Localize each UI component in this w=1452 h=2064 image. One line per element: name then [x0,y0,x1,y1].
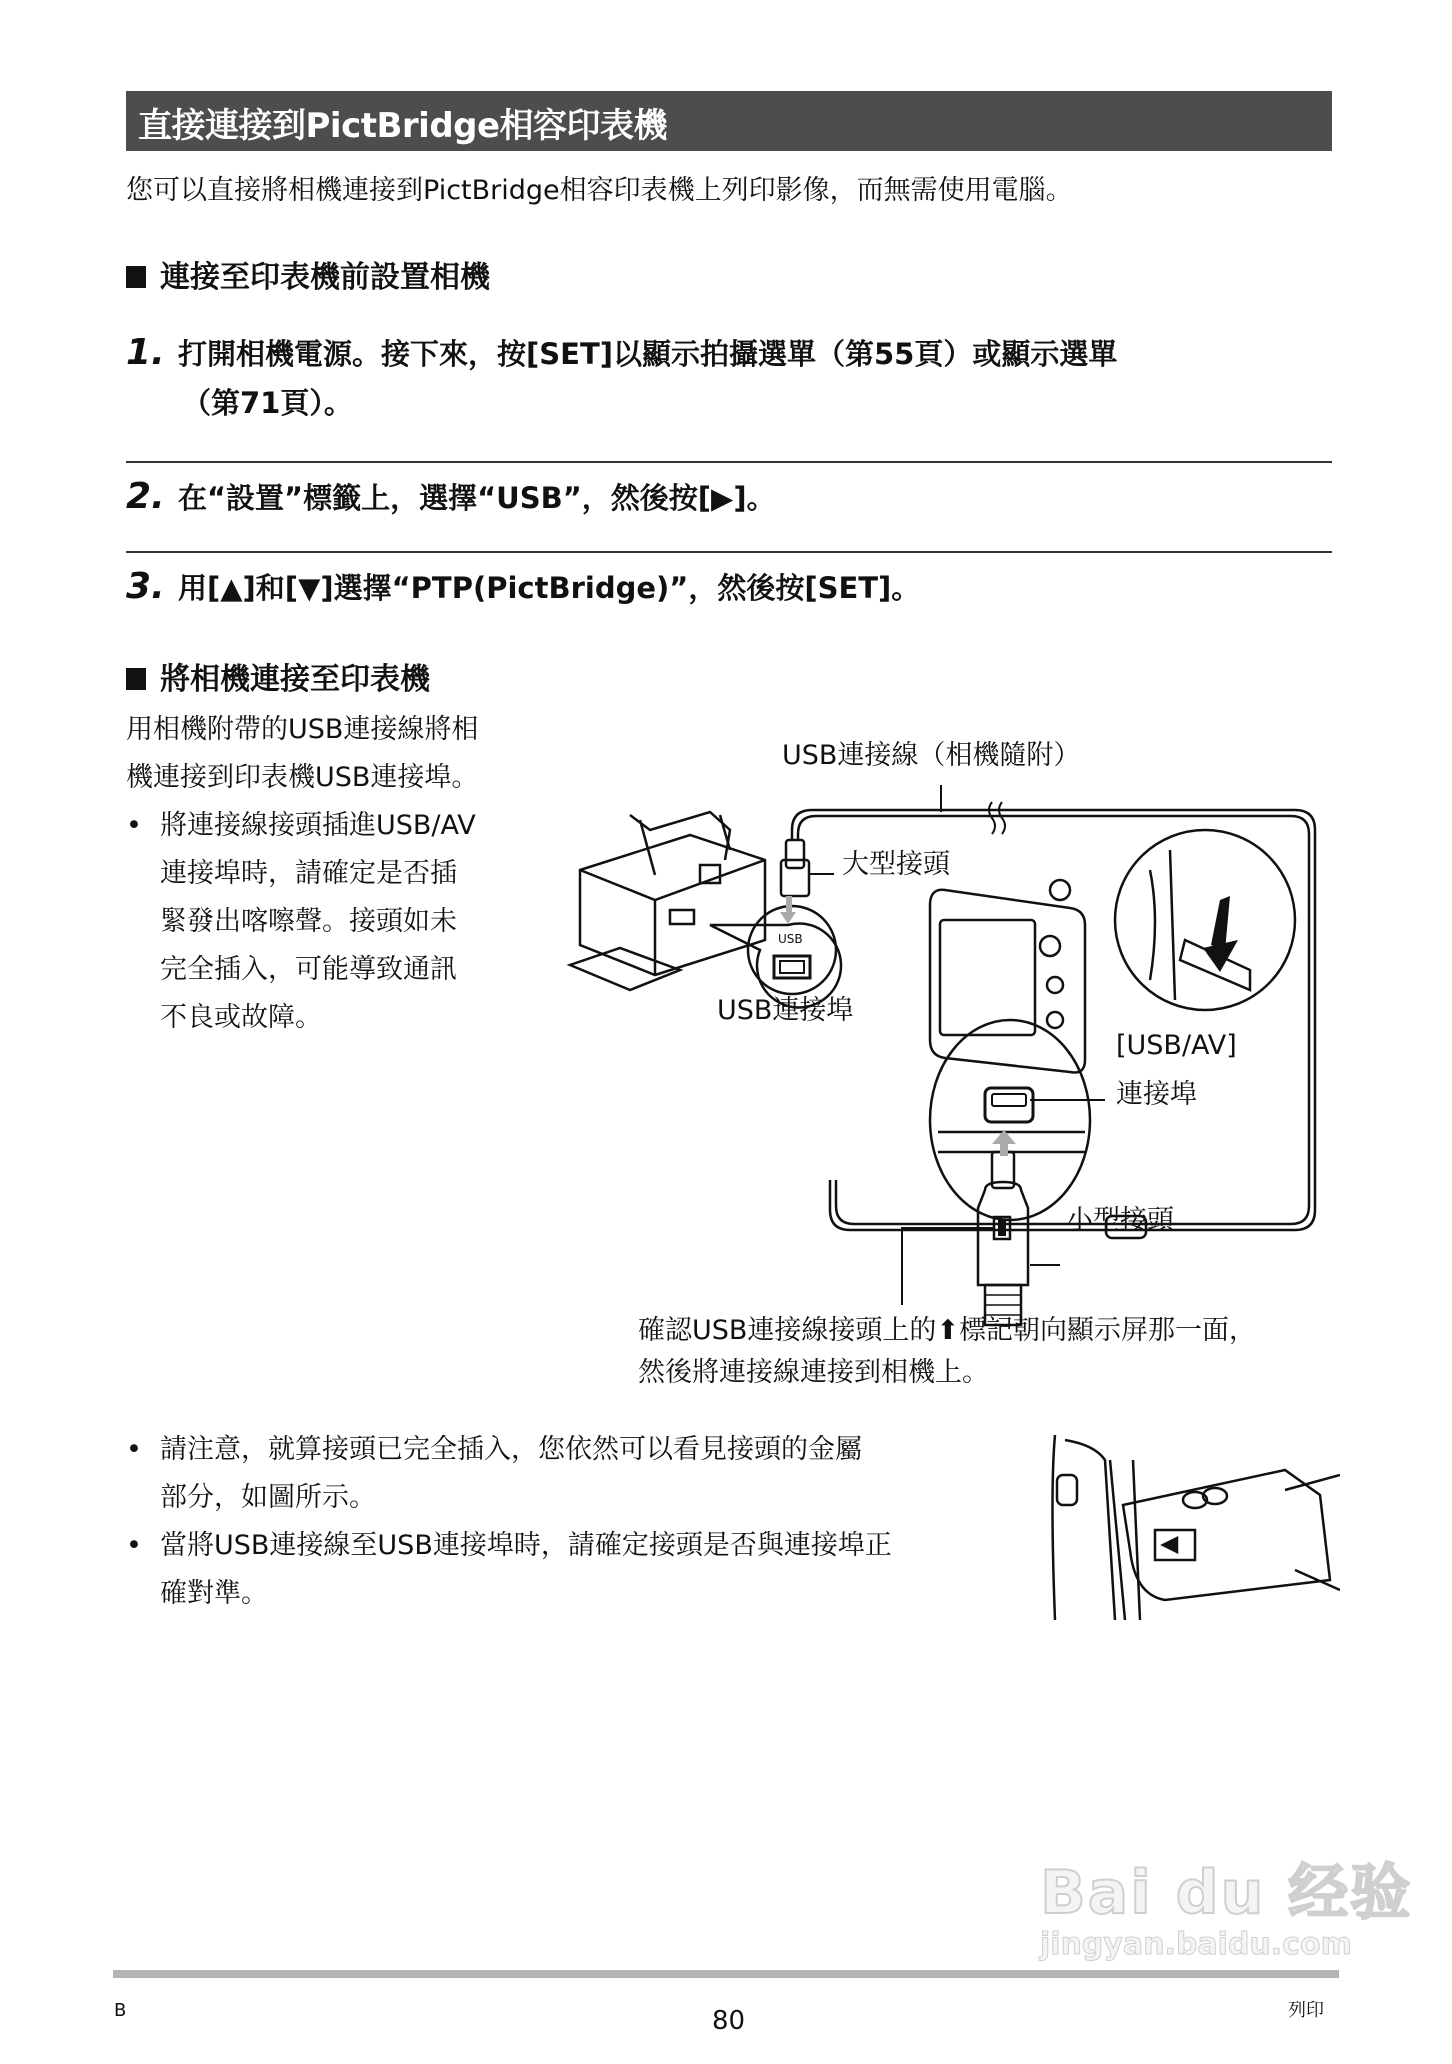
printer-usb-icon-label: USB [778,932,803,946]
note-line: 當將USB連接線至USB連接埠時，請確定接頭是否與連接埠正 [160,1530,892,1561]
bullet-dot: • [126,1530,142,1561]
step-number: 1. [126,332,165,373]
camera-port-label-line1: [USB/AV] [1116,1030,1237,1061]
step-3 [126,566,920,607]
bullet-line: 將連接線接頭插進USB/AV [160,810,476,841]
section-heading-text: 連接至印表機前設置相機 [160,260,490,295]
note-line: 部分，如圖所示。 [160,1482,376,1513]
note-item [126,1426,1026,1522]
bullet-line: 完全插入，可能導致通訊 [160,954,457,985]
page-number: 80 [712,2006,746,2036]
connector-inserted-illustration [1045,1430,1340,1620]
watermark-url: jingyan.baidu.com [1040,1927,1352,1962]
square-bullet-icon [126,668,146,690]
bullet-dot: • [126,810,142,841]
bullet-dot: • [126,1434,142,1465]
camera-port-label-line2: 連接埠 [1116,1079,1197,1110]
paragraph-line: 用相機附帶的USB連接線將相 [126,714,479,745]
diagram-caption-line2: 然後將連接線連接到相機上。 [638,1357,989,1388]
intro-text: 您可以直接將相機連接到PictBridge相容印表機上列印影像，而無需使用電腦。 [126,175,1073,206]
section-heading-connect [126,654,430,698]
footer-rule [113,1970,1339,1978]
footer-left-text: B [114,2000,127,2021]
note-line: 請注意，就算接頭已完全插入，您依然可以看見接頭的金屬 [160,1434,862,1465]
page-title-bar [126,91,1332,151]
page-title: 直接連接到PictBridge相容印表機 [138,106,668,146]
cable-label: USB連接線（相機隨附） [782,740,1081,771]
connection-diagram [560,720,1340,1400]
notes-list [126,1426,1026,1618]
paragraph-line: 機連接到印表機USB連接埠。 [126,762,479,793]
connect-instructions [126,706,566,1042]
square-bullet-icon [126,266,146,288]
divider [126,551,1332,553]
caption-text: 標記朝向顯示屏那一面， [959,1315,1257,1346]
step-2 [126,476,776,517]
step-1 [126,332,1117,422]
diagram-caption-line1 [638,1308,1256,1347]
note-line: 確對準。 [160,1578,268,1609]
bullet-line: 連接埠時，請確定是否插 [160,858,457,889]
watermark-logo: Bai du 经验 [1040,1858,1413,1928]
step-text-cont: （第71頁）。 [182,386,353,420]
note-item [126,1522,1026,1618]
up-arrow-icon: ⬆ [936,1315,960,1346]
step-text: 打開相機電源。接下來，按[SET]以顯示拍攝選單（第55頁）或顯示選單 [178,337,1118,371]
caption-text: 確認USB連接線接頭上的 [638,1315,937,1346]
large-connector-label: 大型接頭 [842,849,950,880]
section-heading-text: 將相機連接至印表機 [160,662,430,697]
step-text: 用[▲]和[▼]選擇“PTP(PictBridge)”，然後按[SET]。 [178,571,921,605]
bullet-line: 不良或故障。 [160,1002,322,1033]
step-number: 3. [126,566,165,607]
watermark [1040,1845,1412,1962]
step-number: 2. [126,476,165,517]
small-connector-label: 小型接頭 [1066,1205,1174,1236]
section-heading-setup [126,252,490,296]
printer-port-label: USB連接埠 [717,995,854,1026]
footer-section-name: 列印 [1288,2000,1324,2021]
bullet-item [126,802,566,1042]
bullet-line: 緊發出喀嚓聲。接頭如未 [160,906,457,937]
divider [126,461,1332,463]
step-text: 在“設置”標籤上，選擇“USB”，然後按[▶]。 [178,481,776,515]
